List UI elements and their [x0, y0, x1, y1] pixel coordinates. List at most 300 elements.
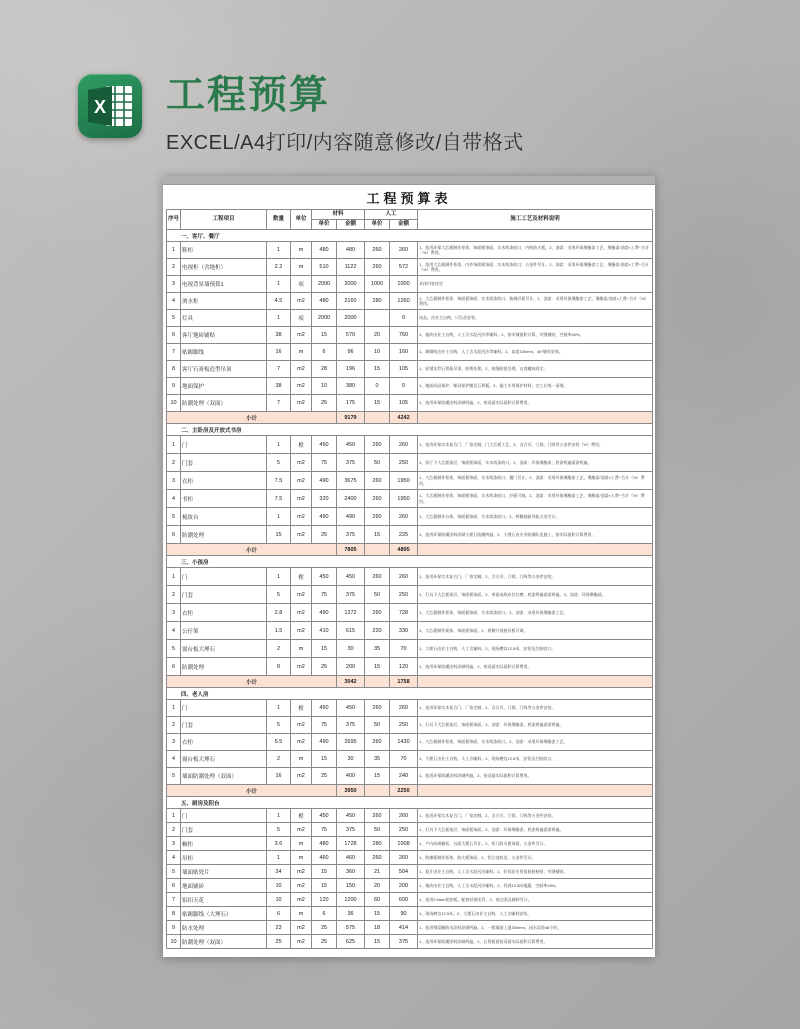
- table-row: [167, 851, 653, 865]
- col-header-material-amount: 金额: [337, 220, 365, 230]
- quantity: 5: [267, 454, 291, 472]
- material-unit-price: 490: [312, 472, 337, 490]
- row-number: 5: [167, 640, 181, 658]
- labor-amount: 200: [390, 879, 418, 893]
- unit: m: [291, 344, 312, 361]
- item-name: 门: [181, 700, 267, 717]
- material-unit-price: 450: [312, 436, 337, 454]
- material-amount: 380: [337, 378, 365, 395]
- quantity: 15: [267, 526, 291, 544]
- table-row: [167, 865, 653, 879]
- labor-unit-price: 260: [365, 508, 390, 526]
- labor-unit-price: 260: [365, 568, 390, 586]
- material-unit-price: 75: [312, 454, 337, 472]
- labor-unit-price: 18: [365, 921, 390, 935]
- table-row: [167, 293, 653, 310]
- material-unit-price: 15: [312, 327, 337, 344]
- row-number: 2: [167, 717, 181, 734]
- table-row: [167, 717, 653, 734]
- material-amount: 625: [337, 935, 365, 949]
- row-number: 4: [167, 293, 181, 310]
- table-row: [167, 700, 653, 717]
- note-cell: 1、户内砖砌橱柜，台面大理石另计。2、柜门防火板饰面，五金件另计。: [418, 837, 653, 851]
- table-row: [167, 361, 653, 378]
- quantity: 1.5: [267, 622, 291, 640]
- labor-amount: 250: [390, 823, 418, 837]
- row-number: 4: [167, 622, 181, 640]
- material-unit-price: 2000: [312, 276, 337, 293]
- quantity: 1: [267, 700, 291, 717]
- row-number: 5: [167, 310, 181, 327]
- item-name: 吊柜: [181, 851, 267, 865]
- sheet-top-strip: [163, 176, 655, 185]
- material-unit-price: 6: [312, 907, 337, 921]
- row-number: 7: [167, 893, 181, 907]
- item-name: 公仔架: [181, 622, 267, 640]
- item-name: 门套: [181, 823, 267, 837]
- note-cell: 1、大芯板制作架体，饰面板饰面。2、两侧开放格层板可调。: [418, 622, 653, 640]
- labor-unit-price: 50: [365, 717, 390, 734]
- unit: 樘: [291, 568, 312, 586]
- sheet-title: 工程预算表: [366, 191, 452, 206]
- note-cell: 1、选用环保实木复合门，厂家定制。2、含合页、门锁、门吸等五金件安装。: [418, 809, 653, 823]
- quantity: 2.2: [267, 259, 291, 276]
- note-cell: 1、瓷片由业主自购，人工含水泥河沙辅料。2、好邻居专用瓷砖胶粘贴，对缝铺贴。: [418, 865, 653, 879]
- section-row: [167, 688, 653, 700]
- unit: m: [291, 751, 312, 768]
- note-cell: 1、踢脚线由业主自购，人工含水泥河沙等辅料。2、高度100mm，45°碰角安装。: [418, 344, 653, 361]
- material-unit-price: 480: [312, 837, 337, 851]
- material-amount: 360: [337, 865, 365, 879]
- row-number: 4: [167, 851, 181, 865]
- material-amount: 450: [337, 809, 365, 823]
- quantity: 24: [267, 865, 291, 879]
- unit: m2: [291, 293, 312, 310]
- page-subtitle: EXCEL/A4打印/内容随意修改/自带格式: [166, 131, 524, 154]
- material-unit-price: 15: [312, 751, 337, 768]
- quantity: 1: [267, 508, 291, 526]
- quantity: 3.6: [267, 837, 291, 851]
- table-row: [167, 526, 653, 544]
- spreadsheet-preview: [163, 176, 655, 957]
- labor-amount: 260: [390, 436, 418, 454]
- unit: 樘: [291, 700, 312, 717]
- material-unit-price: 480: [312, 242, 337, 259]
- note-cell: 1、大芯板制作柜体，饰面板饰面，实木线条收口。2、油漆：采用环保聚酯漆工艺。: [418, 734, 653, 751]
- item-name: 电视背景墙预算1: [181, 276, 267, 293]
- row-number: 5: [167, 768, 181, 785]
- table-row: [167, 472, 653, 490]
- material-unit-price: 410: [312, 622, 337, 640]
- section-title: 二、主卧房及开放式书房: [167, 424, 653, 436]
- quantity: 23: [267, 921, 291, 935]
- row-number: 4: [167, 490, 181, 508]
- subtotal-label: 小计: [167, 785, 337, 797]
- note-cell: 1、选用环保防潮涂料涂刷大理石防潮两遍。2、大理石由专业防潮队伍施工，按实际面积计算费用。: [418, 526, 653, 544]
- quantity: 16: [267, 768, 291, 785]
- material-amount: 3675: [337, 472, 365, 490]
- row-number: 6: [167, 879, 181, 893]
- material-amount: 615: [337, 622, 365, 640]
- row-number: 2: [167, 259, 181, 276]
- labor-amount: 240: [390, 768, 418, 785]
- item-name: 门: [181, 809, 267, 823]
- material-amount: 200: [337, 658, 365, 676]
- section-row: [167, 556, 653, 568]
- unit: m2: [291, 658, 312, 676]
- labor-amount: 260: [390, 242, 418, 259]
- item-name: 地面铺砖: [181, 879, 267, 893]
- labor-amount: 0: [390, 310, 418, 327]
- quantity: 1: [267, 310, 291, 327]
- labor-amount: 1950: [390, 490, 418, 508]
- quantity: 25: [267, 935, 291, 949]
- unit: m2: [291, 893, 312, 907]
- budget-table: [166, 209, 653, 949]
- row-number: 4: [167, 751, 181, 768]
- section-row: [167, 797, 653, 809]
- labor-unit-price: 15: [365, 768, 390, 785]
- labor-unit-price: 260: [365, 851, 390, 865]
- subtotal-labor: 4242: [390, 412, 418, 424]
- labor-unit-price: 50: [365, 586, 390, 604]
- unit: m2: [291, 879, 312, 893]
- section-row: [167, 424, 653, 436]
- item-name: 门套: [181, 717, 267, 734]
- labor-amount: 120: [390, 658, 418, 676]
- note-cell: 1、选用聚氨酯防水涂料涂刷两遍。2、一般墙面上返300mm，闭水试验48小时。: [418, 921, 653, 935]
- note-cell: 1、选用环保防潮涂料涂刷两遍。2、石膏板面按双面实际面积计算费用。: [418, 935, 653, 949]
- note-cell: 成品，由业主自购，只负责安装。: [418, 310, 653, 327]
- subtotal-material: 7805: [337, 544, 365, 556]
- note-cell: 1、选用大芯板制作柜体，内外饰面板饰面，实木线条收口，五金件另计。2、油漆：采用环保聚酯漆工艺，聚酯漆/油漆×工费÷合计（%）费用。: [418, 259, 653, 276]
- row-number: 8: [167, 907, 181, 921]
- table-row: [167, 734, 653, 751]
- budget-table-body: [167, 230, 653, 949]
- quantity: 38: [267, 378, 291, 395]
- note-cell: 1、灯具下大芯板基层，饰面板饰面。2、油漆：环保聚酯漆，底漆两遍面漆两遍。: [418, 823, 653, 837]
- item-name: 墙面防潮处理（双面）: [181, 768, 267, 785]
- table-row: [167, 622, 653, 640]
- row-number: 2: [167, 454, 181, 472]
- material-unit-price: 320: [312, 490, 337, 508]
- unit: m2: [291, 508, 312, 526]
- note-cell: 1、大芯板制作柜体，饰面板饰面，实木线条收口，趟门另计。2、油漆：采用环保聚酯漆工艺，聚酯漆/油漆×工费÷合计（%）费用。: [418, 472, 653, 490]
- table-row: [167, 837, 653, 851]
- quantity: 10: [267, 893, 291, 907]
- material-amount: 375: [337, 823, 365, 837]
- table-row: [167, 568, 653, 586]
- material-amount: 150: [337, 879, 365, 893]
- labor-amount: 504: [390, 865, 418, 879]
- subtotal-row: [167, 412, 653, 424]
- labor-unit-price: 260: [365, 259, 390, 276]
- item-name: 电视柜（含地柜）: [181, 259, 267, 276]
- material-amount: 30: [337, 751, 365, 768]
- material-unit-price: 6: [312, 344, 337, 361]
- subtotal-labor: 4895: [390, 544, 418, 556]
- labor-amount: 250: [390, 717, 418, 734]
- unit: m2: [291, 586, 312, 604]
- material-amount: 36: [337, 907, 365, 921]
- table-row: [167, 893, 653, 907]
- subtotal-material: 3950: [337, 785, 365, 797]
- unit: m: [291, 851, 312, 865]
- section-title: 五、厨房及阳台: [167, 797, 653, 809]
- quantity: 1: [267, 242, 291, 259]
- table-row: [167, 640, 653, 658]
- material-unit-price: 15: [312, 865, 337, 879]
- excel-icon: [78, 74, 142, 138]
- labor-unit-price: 15: [365, 907, 390, 921]
- quantity: 5: [267, 717, 291, 734]
- labor-unit-price: 35: [365, 751, 390, 768]
- subtotal-row: [167, 785, 653, 797]
- quantity: 10: [267, 879, 291, 893]
- section-title: 一、客厅、餐厅: [167, 230, 653, 242]
- labor-unit-price: 50: [365, 823, 390, 837]
- col-header-labor: 人工: [365, 210, 418, 220]
- unit: m2: [291, 604, 312, 622]
- material-amount: 450: [337, 568, 365, 586]
- labor-unit-price: 280: [365, 837, 390, 851]
- quantity: 2: [267, 751, 291, 768]
- item-name: 梳妆台: [181, 508, 267, 526]
- material-unit-price: 25: [312, 658, 337, 676]
- unit: m2: [291, 526, 312, 544]
- material-amount: 96: [337, 344, 365, 361]
- labor-unit-price: 20: [365, 327, 390, 344]
- subtotal-row: [167, 544, 653, 556]
- item-name: 防潮处理: [181, 658, 267, 676]
- col-header-qty: 数量: [267, 210, 291, 230]
- labor-amount: 160: [390, 344, 418, 361]
- unit: m: [291, 259, 312, 276]
- labor-unit-price: 260: [365, 436, 390, 454]
- material-amount: 2000: [337, 276, 365, 293]
- labor-amount: 105: [390, 361, 418, 378]
- labor-unit-price: 260: [365, 472, 390, 490]
- material-amount: 2400: [337, 490, 365, 508]
- col-header-note: 施工工艺及材料说明: [418, 210, 653, 230]
- material-amount: 2695: [337, 734, 365, 751]
- material-unit-price: 25: [312, 768, 337, 785]
- labor-amount: 70: [390, 640, 418, 658]
- labor-unit-price: 21: [365, 865, 390, 879]
- item-name: 衣柜: [181, 734, 267, 751]
- table-row: [167, 242, 653, 259]
- quantity: 1: [267, 436, 291, 454]
- labor-amount: 260: [390, 851, 418, 865]
- quantity: 4.5: [267, 293, 291, 310]
- quantity: 2.8: [267, 604, 291, 622]
- labor-amount: 330: [390, 622, 418, 640]
- row-number: 6: [167, 327, 181, 344]
- material-amount: 375: [337, 586, 365, 604]
- row-number: 3: [167, 837, 181, 851]
- labor-unit-price: 15: [365, 395, 390, 412]
- table-row: [167, 436, 653, 454]
- col-header-no: 序号: [167, 210, 181, 230]
- subtotal-label: 小计: [167, 544, 337, 556]
- unit: m2: [291, 768, 312, 785]
- table-row: [167, 327, 653, 344]
- item-name: 防水处理: [181, 921, 267, 935]
- unit: m2: [291, 490, 312, 508]
- item-name: 窗台板大理石: [181, 640, 267, 658]
- excel-icon-glyph: [86, 84, 134, 128]
- col-header-labor-price: 单价: [365, 220, 390, 230]
- quantity: 8: [267, 658, 291, 676]
- item-name: 门套: [181, 586, 267, 604]
- item-name: 铝扣天花: [181, 893, 267, 907]
- unit: m2: [291, 378, 312, 395]
- note-cell: 1、地砖由业主自购，人工含水泥河沙等辅料。2、按实铺面积计算，对缝铺贴，空鼓率≤5%。: [418, 327, 653, 344]
- row-number: 3: [167, 604, 181, 622]
- cell: [365, 785, 390, 797]
- col-header-item: 工程项目: [181, 210, 267, 230]
- subtotal-row: [167, 676, 653, 688]
- labor-amount: 1430: [390, 734, 418, 751]
- quantity: 7.5: [267, 472, 291, 490]
- item-name: 客厅石膏板造型吊顶: [181, 361, 267, 378]
- material-unit-price: 15: [312, 640, 337, 658]
- table-row: [167, 508, 653, 526]
- unit: m2: [291, 921, 312, 935]
- material-unit-price: 25: [312, 935, 337, 949]
- table-row: [167, 809, 653, 823]
- material-amount: 1200: [337, 893, 365, 907]
- cell: [365, 412, 390, 424]
- quantity: 1: [267, 568, 291, 586]
- material-unit-price: 490: [312, 604, 337, 622]
- page-title: 工程预算: [166, 74, 331, 117]
- table-row: [167, 378, 653, 395]
- labor-amount: 250: [390, 454, 418, 472]
- unit: 项: [291, 310, 312, 327]
- material-unit-price: 15: [312, 879, 337, 893]
- labor-amount: 375: [390, 935, 418, 949]
- quantity: 5: [267, 586, 291, 604]
- labor-unit-price: 260: [365, 490, 390, 508]
- unit: m2: [291, 361, 312, 378]
- material-unit-price: 120: [312, 893, 337, 907]
- material-unit-price: 460: [312, 851, 337, 865]
- note-cell: 1、选用环保实木复合门，厂家定制，门大芯板工艺。2、含合页、门锁、门吸等五金件安装（%）费用。: [418, 436, 653, 454]
- section-row: [167, 230, 653, 242]
- labor-amount: 250: [390, 586, 418, 604]
- labor-unit-price: 260: [365, 734, 390, 751]
- cell: [365, 544, 390, 556]
- note-cell: 1、大芯板制作柜体，饰面板饰面，实木线条收口，层板可调。2、油漆：采用环保聚酯漆工艺，聚酯漆/油漆×工费÷合计（%）费用。: [418, 490, 653, 508]
- quantity: 7: [267, 395, 291, 412]
- table-row: [167, 658, 653, 676]
- subtotal-material: 3042: [337, 676, 365, 688]
- item-name: 窗台板大理石: [181, 751, 267, 768]
- note-cell: 1、选用环保实木复合门，厂家定制。2、含合页、门锁、门吸等五金件安装。: [418, 700, 653, 717]
- svg-text:X: X: [93, 97, 107, 117]
- row-number: 2: [167, 823, 181, 837]
- labor-amount: 760: [390, 327, 418, 344]
- material-amount: 450: [337, 436, 365, 454]
- labor-unit-price: 35: [365, 640, 390, 658]
- note-cell: 1、选用环保防潮涂料涂刷两遍。2、按双面实际面积计算费用。: [418, 658, 653, 676]
- cell: [418, 544, 653, 556]
- row-number: 6: [167, 526, 181, 544]
- item-name: 贴踢脚线: [181, 344, 267, 361]
- note-cell: 1、选用环保防潮涂料涂刷两遍。2、按双面实际面积计算费用。: [418, 395, 653, 412]
- unit: m: [291, 242, 312, 259]
- quantity: 7.5: [267, 490, 291, 508]
- material-amount: 400: [337, 768, 365, 785]
- material-unit-price: 75: [312, 823, 337, 837]
- material-unit-price: 25: [312, 395, 337, 412]
- labor-unit-price: [365, 310, 390, 327]
- unit: m2: [291, 865, 312, 879]
- material-unit-price: 490: [312, 508, 337, 526]
- unit: m: [291, 640, 312, 658]
- labor-unit-price: 260: [365, 700, 390, 717]
- labor-unit-price: 260: [365, 809, 390, 823]
- note-cell: 1、大芯板制作柜体，饰面板饰面，实木线条收口。2、油漆：采用环保聚酯漆工艺。: [418, 604, 653, 622]
- material-amount: 1372: [337, 604, 365, 622]
- material-amount: 196: [337, 361, 365, 378]
- cell: [418, 785, 653, 797]
- labor-amount: 728: [390, 604, 418, 622]
- unit: m2: [291, 454, 312, 472]
- cell: [418, 412, 653, 424]
- labor-unit-price: 280: [365, 293, 390, 310]
- item-name: 墙面贴瓷片: [181, 865, 267, 879]
- quantity: 1: [267, 851, 291, 865]
- row-number: 7: [167, 344, 181, 361]
- material-amount: 575: [337, 921, 365, 935]
- note-cell: 1、现场磨边12.5米。2、大理石由业主自购，人工含辅料安装。: [418, 907, 653, 921]
- item-name: 客厅地砖铺贴: [181, 327, 267, 344]
- table-row: [167, 310, 653, 327]
- material-unit-price: 75: [312, 586, 337, 604]
- item-name: 书柜: [181, 490, 267, 508]
- labor-unit-price: 10: [365, 344, 390, 361]
- table-row: [167, 490, 653, 508]
- labor-unit-price: 260: [365, 242, 390, 259]
- labor-amount: 0: [390, 378, 418, 395]
- subtotal-labor: 1758: [390, 676, 418, 688]
- labor-amount: 260: [390, 809, 418, 823]
- material-unit-price: 490: [312, 734, 337, 751]
- item-name: 门: [181, 568, 267, 586]
- cell: [365, 676, 390, 688]
- table-row: [167, 276, 653, 293]
- material-unit-price: 510: [312, 259, 337, 276]
- note-cell: 1、选用环保大芯板制作柜体，饰面板饰面，实木线条收口，内贴防火板。2、油漆：采用环保聚酯漆工艺，聚酯漆/油漆×工费÷合计（%）费用。: [418, 242, 653, 259]
- labor-amount: 260: [390, 508, 418, 526]
- note-cell: 1、选用0.6mm铝扣板，配套轻钢龙骨。2、收边条及辅料另计。: [418, 893, 653, 907]
- note-cell: 1、选用环保防潮涂料涂刷两遍。2、按双面实际面积计算费用。: [418, 768, 653, 785]
- material-amount: 450: [337, 700, 365, 717]
- row-number: 3: [167, 472, 181, 490]
- item-name: 灯具: [181, 310, 267, 327]
- labor-unit-price: 260: [365, 604, 390, 622]
- unit: m: [291, 837, 312, 851]
- table-row: [167, 823, 653, 837]
- note-cell: 1、地面成品保护，铺设保护膜及石膏板。2、施工专用保护材料，完工后统一清理。: [418, 378, 653, 395]
- labor-amount: 260: [390, 700, 418, 717]
- material-amount: 2160: [337, 293, 365, 310]
- labor-unit-price: 60: [365, 893, 390, 907]
- material-amount: 480: [337, 242, 365, 259]
- col-header-unit: 单位: [291, 210, 312, 230]
